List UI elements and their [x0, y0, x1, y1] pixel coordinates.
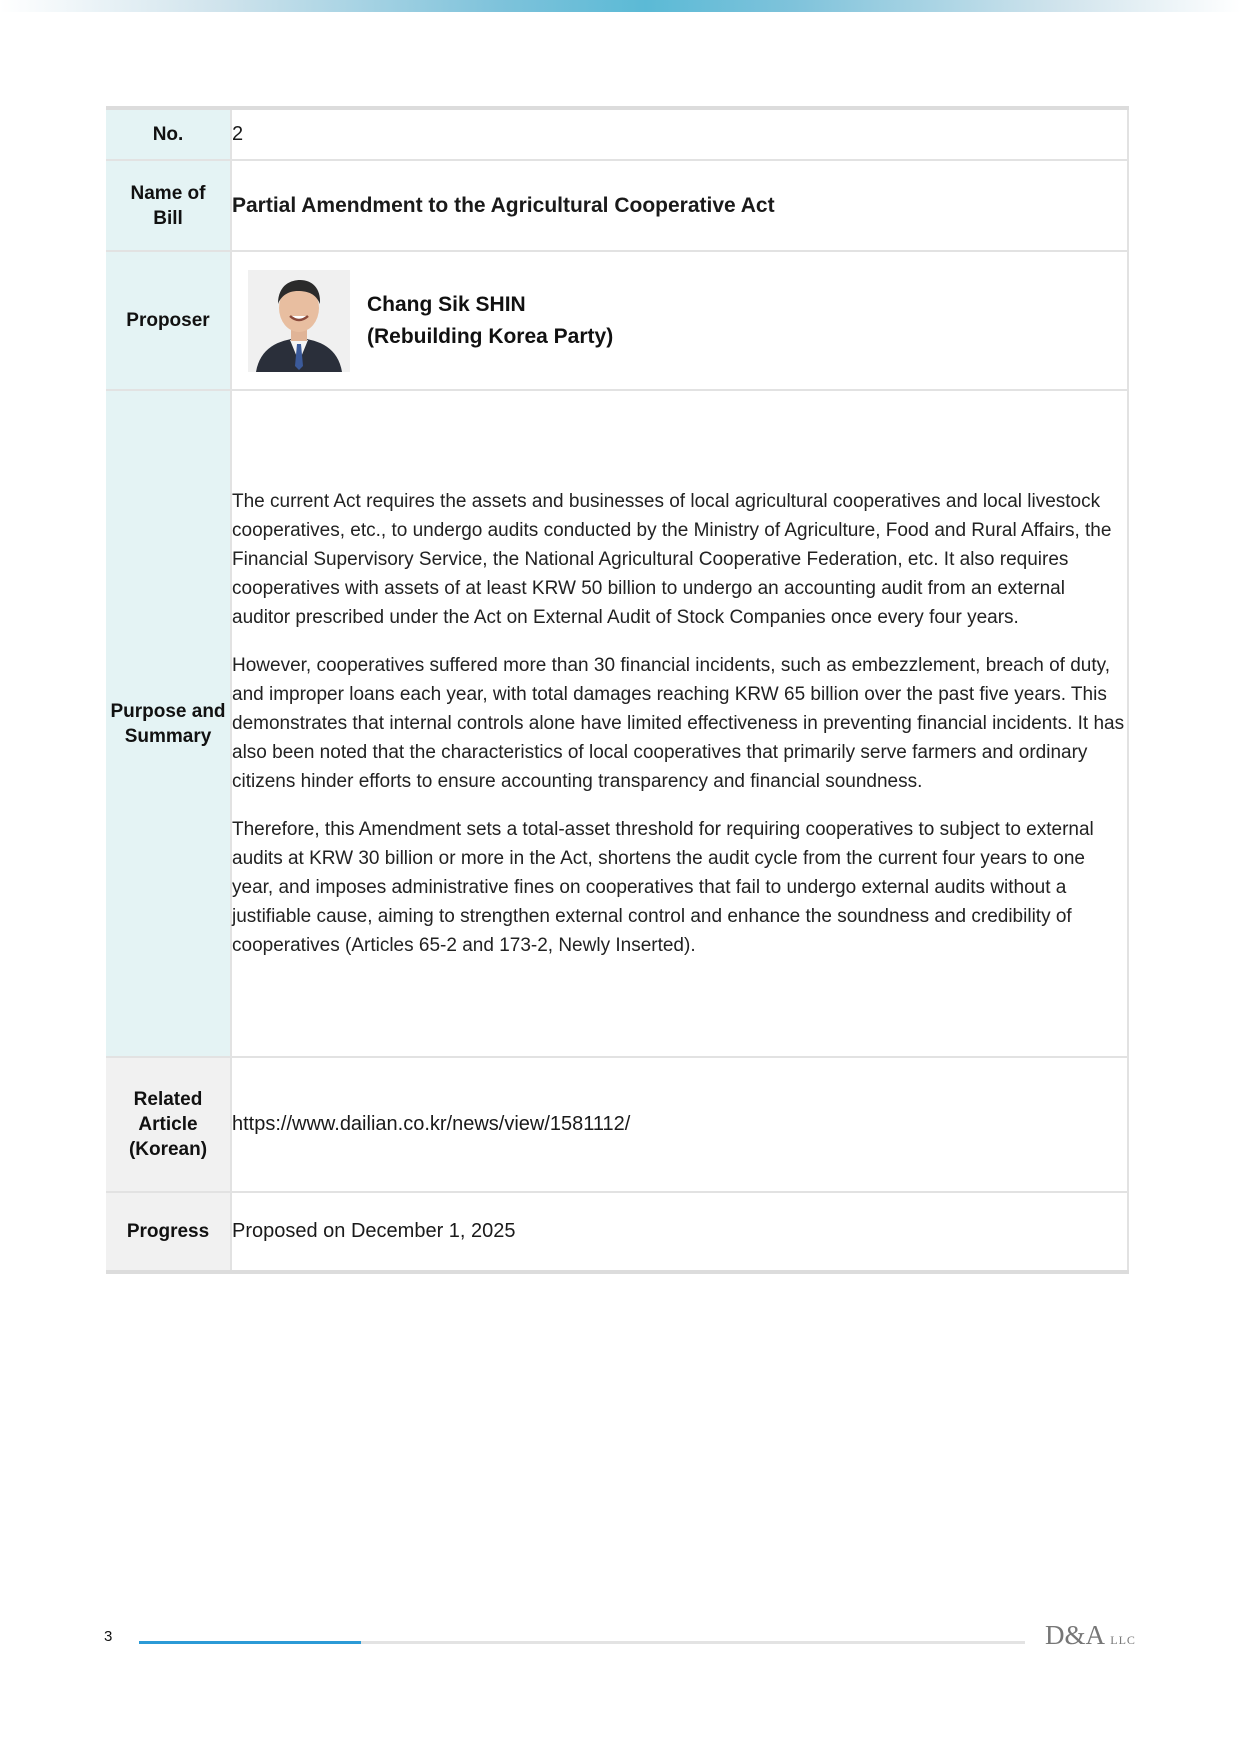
proposer-block — [232, 270, 1127, 372]
label-name-of-bill: Name of Bill — [106, 160, 231, 251]
logo-main: D&A — [1045, 1620, 1104, 1650]
summary-paragraph-1: The current Act requires the assets and businesses of local agricultural cooperatives and local livestock cooperatives, etc., to undergo audits conducted by the Ministry of Agriculture, Food and Rural Affairs, the Financial Supervisory Service, the National Agricultural Cooperative Federation, etc. It also requires cooperatives with assets of at least KRW 50 billion to undergo an accounting audit from an external auditor prescribed under the Act on External Audit of Stock Companies once every four years. — [232, 491, 1112, 628]
page-number: 3 — [104, 1628, 113, 1645]
summary-paragraph-3: Therefore, this Amendment sets a total-asset threshold for requiring cooperatives to subject to external audits at KRW 30 billion or more in the Act, shortens the audit cycle from the current four years to one year, and imposes administrative fines on cooperatives that fail to undergo external audits without a justifiable cause, aiming to strengthen external control and enhance the soundness and credibility of cooperatives (Articles 65-2 and 173-2, Newly Inserted). — [232, 819, 1094, 956]
proposer-photo — [248, 270, 350, 372]
label-purpose-and-summary: Purpose and Summary — [106, 390, 231, 1057]
row-progress — [106, 1192, 1128, 1272]
row-proposer — [106, 251, 1128, 390]
label-related-article: Related Article (Korean) — [106, 1057, 231, 1192]
bill-info-table — [106, 106, 1129, 1274]
proposer-name: Chang Sik SHIN — [367, 292, 526, 316]
row-related-article — [106, 1057, 1128, 1192]
row-summary — [106, 390, 1128, 1057]
summary-paragraph-2: However, cooperatives suffered more than 30 financial incidents, such as embezzlement, breach of duty, and improper loans each year, with total damages reaching KRW 65 billion over the past five years. This demonstrates that internal controls alone have limited effectiveness in preventing financial incidents. It has also been noted that the characteristics of local cooperatives that primarily serve farmers and ordinary citizens hinder efforts to ensure accounting transparency and financial soundness. — [232, 655, 1125, 792]
proposer-info — [367, 289, 613, 353]
top-gradient-bar — [0, 0, 1241, 12]
label-no: No. — [106, 108, 231, 160]
progress-value: Proposed on December 1, 2025 — [231, 1192, 1128, 1272]
label-progress: Progress — [106, 1192, 231, 1272]
article-link[interactable]: https://www.dailian.co.kr/news/view/1581112/ — [231, 1057, 1128, 1192]
company-logo — [1045, 1620, 1136, 1651]
footer-progress-line — [139, 1641, 1025, 1644]
bill-name-cell — [231, 160, 1128, 251]
row-name — [106, 160, 1128, 251]
label-proposer: Proposer — [106, 251, 231, 390]
bill-name: Partial Amendment to the Agricultural Cooperative Act — [232, 193, 775, 217]
proposer-cell — [231, 251, 1128, 390]
bill-number: 2 — [231, 108, 1128, 160]
logo-suffix: LLC — [1110, 1633, 1136, 1647]
summary-cell — [231, 390, 1128, 1057]
row-no — [106, 108, 1128, 160]
person-portrait-icon — [248, 270, 350, 372]
proposer-party: (Rebuilding Korea Party) — [367, 324, 614, 348]
footer-progress-fill — [139, 1641, 361, 1644]
